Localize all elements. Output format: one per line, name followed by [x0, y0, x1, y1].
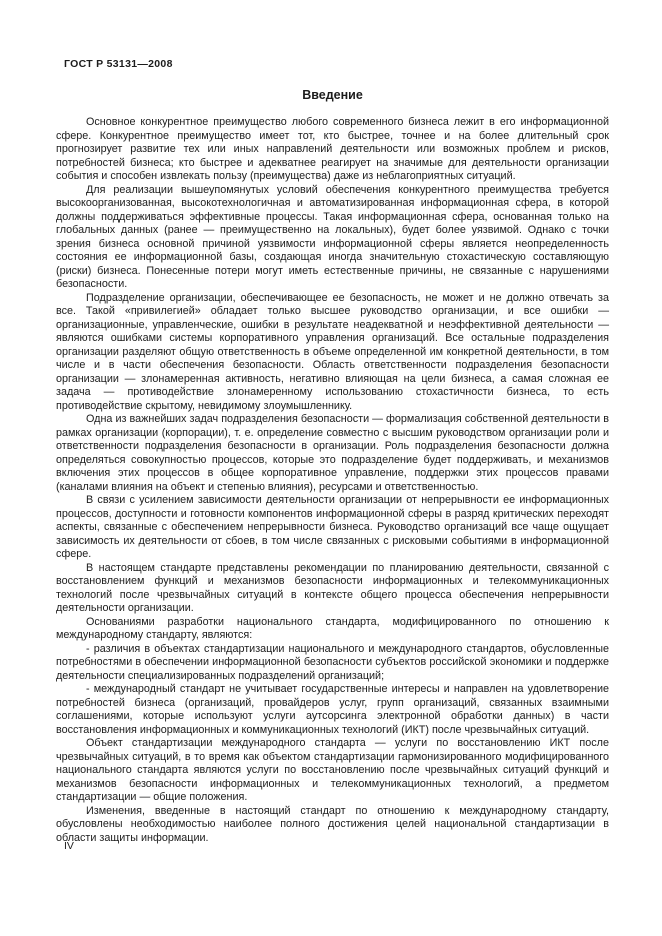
paragraph-information-sphere: Для реализации вышеупомянутых условий обеспечения конкурентного преимущества требуется высокоорганизованная, высокотехнологичная и автоматизированная информационная сфера, в которой должны поддерживаться эффективные процессы. Такая информационная сфера, основанная только на глобальных данных (ранее — преимущественно на локальных), будет более уязвимой. Однако с точки зрения бизнеса основной причиной уязвимости информационной сферы является неопределенность состояния ее информационной базы, создающая иногда значительную стохастическую составляющую (риски) бизнеса. Понесенные потери могут иметь естественные причины, не связанные с нарушениями безопасности.	[56, 183, 609, 290]
page-title: Введение	[302, 88, 363, 102]
paragraph-changes: Изменения, введенные в настоящий стандарт по отношению к международному стандарту, обусловлены необходимостью наиболее полного достижения целей национальной стандартизации в области защиты информации.	[56, 804, 609, 844]
paragraph-business-continuity: В связи с усилением зависимости деятельности организации от непрерывности ее информационных процессов, доступности и готовности компонентов информационной сферы в разряд критических переходят аспекты, связанные с обеспечением непрерывности бизнеса. Руководство организаций все чаще ощущает зависимость их деятельности от сбоев, в том числе связанных с рисковыми событиями в информационной сфере.	[56, 494, 609, 560]
document-number-header: ГОСТ Р 53131—2008	[64, 58, 173, 70]
page-number: IV	[64, 840, 74, 852]
paragraph-grounds-item-differences: - различия в объектах стандартизации национального и международного стандартов, обусловленные потребностями в обеспечении информационной безопасности субъектов российской экономики и поддержке деятельности специализированных подразделений организаций;	[56, 642, 609, 682]
paragraph-standard-scope: В настоящем стандарте представлены рекомендации по планированию деятельности, связанной с восстановлением функций и механизмов безопасности информационных и телекоммуникационных технологий после чрезвычайных ситуаций в контексте общего процесса обеспечения непрерывности деятельности организации.	[56, 561, 609, 614]
paragraph-security-unit: Подразделение организации, обеспечивающее ее безопасность, не может и не должно отвечать за все. Такой «привилегией» обладает только высшее руководство организации, и все ошибки — организационные, управленческие, ошибки в результате неадекватной и неэффективной деятельности — являются ошибками системы корпоративного управления организаций. Все остальные подразделения организации разделяют общую ответственность в объеме определенной им конкретной деятельности, в том числе и в части обеспечения безопасности. Область ответственности подразделения безопасности организации — злонамеренная активность, негативно влияющая на цели бизнеса, а самая сложная ее задача — противодействие злонамеренному использованию стохастичности бизнеса, то есть противодействие скрытому, невидимому злоумышленнику.	[56, 291, 609, 412]
paragraph-standardization-object: Объект стандартизации международного стандарта — услуги по восстановлению ИКТ после чрезвычайных ситуаций, в то время как объектом стандартизации гармонизированного модифицированного национального стандарта являются услуги по восстановлению после чрезвычайных ситуаций функций и механизмов безопасности информационных и телекоммуникационных технологий, а предметом стандартизации — общие положения.	[56, 737, 609, 803]
paragraph-grounds-intro: Основаниями разработки национального стандарта, модифицированного по отношению к международному стандарту, являются:	[56, 615, 609, 641]
paragraph-grounds-item-international: - международный стандарт не учитывает государственные интересы и направлен на удовлетворение потребностей бизнеса (организаций, провайдеров услуг, групп организаций, связанных взаимными соглашениями, которые используют услуги аутсорсинга электронной обработки данных) в части восстановления информационных и коммуникационных технологий (ИКТ) после чрезвычайных ситуаций.	[56, 683, 609, 736]
document-body	[56, 116, 609, 845]
paragraph-security-tasks: Одна из важнейших задач подразделения безопасности — формализация собственной деятельности в рамках организации (корпорации), т. е. определение совместно с высшим руководством организации роли и ответственности подразделения безопасности в организации. Роль подразделения безопасности должна определяться совокупностью процессов, которые это подразделение будет поддерживать, и механизмов включения этих процессов в общее корпоративное управление, поддержки этих процессов правами (каналами влияния на объект и степенью влияния), ресурсами и ответственностью.	[56, 413, 609, 493]
paragraph-intro-advantage: Основное конкурентное преимущество любого современного бизнеса лежит в его информационной сфере. Конкурентное преимущество имеет тот, кто быстрее, точнее и на более длительный срок прогнозирует развитие тех или иных направлений деятельности или возможных проблем и рисков, потребностей бизнеса; кто быстрее и адекватнее реагирует на значимые для деятельности организации события и способен извлекать пользу (преимущества) даже из неблагоприятных ситуаций.	[56, 116, 609, 182]
